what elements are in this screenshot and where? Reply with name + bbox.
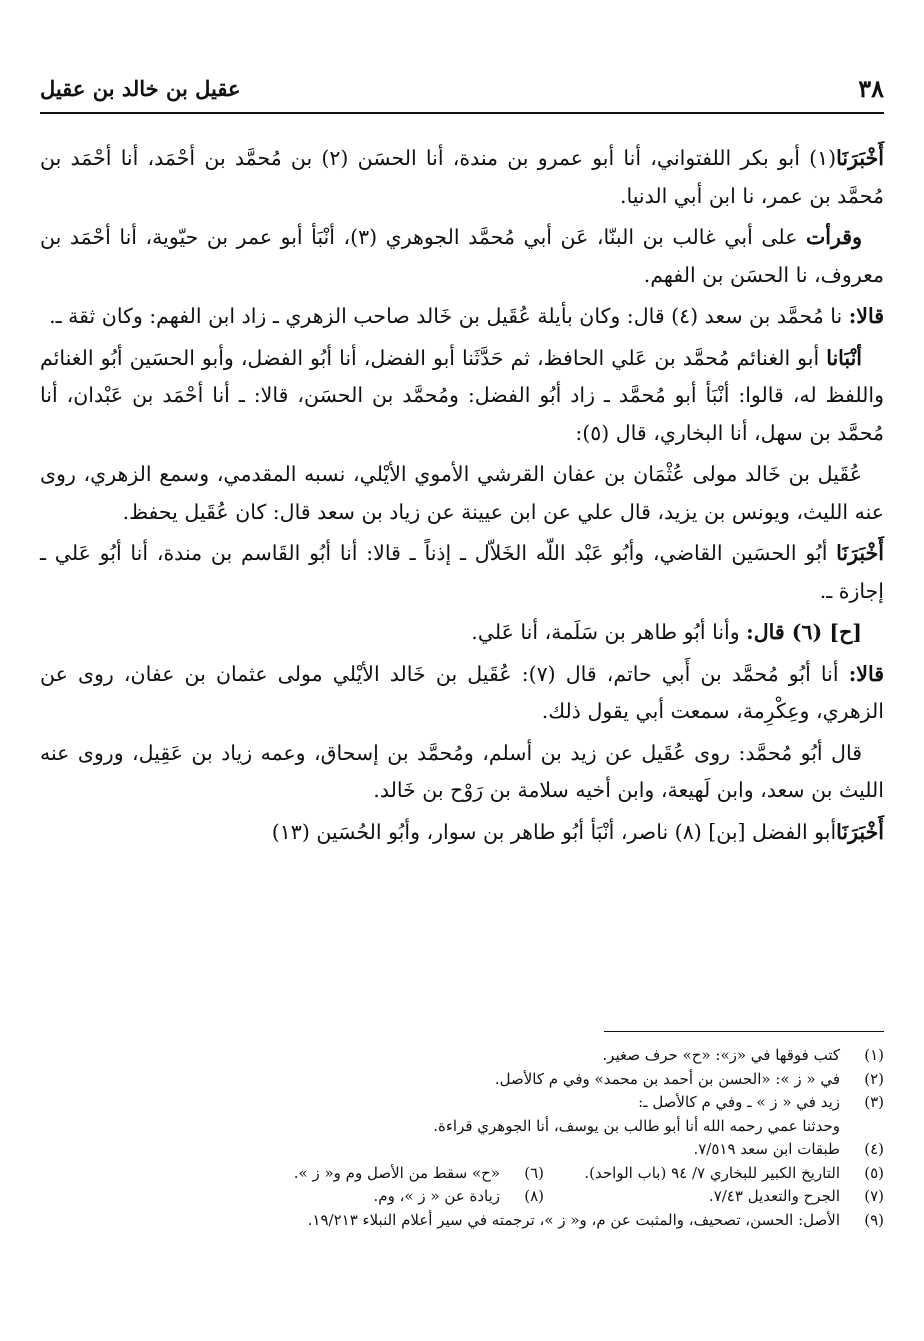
paragraph-4 — [40, 340, 884, 453]
footnote-text: طبقات ابن سعد ٧/٥١٩. — [693, 1140, 840, 1158]
footnote-7 — [544, 1185, 884, 1209]
paragraph-text: وأنا أبُو طاهر بن سَلَمة، أنا عَلي. — [471, 620, 740, 644]
footnote-number: (٧) — [864, 1187, 884, 1205]
keyword: وقرأت — [805, 225, 862, 249]
page-number: ٣٨ — [858, 74, 884, 103]
footnote-number: (٨) — [524, 1187, 544, 1205]
footnote-number: (٤) — [864, 1140, 884, 1158]
footnote-separator — [604, 1031, 884, 1032]
paragraph-8 — [40, 656, 884, 731]
keyword: قالا: — [848, 304, 884, 328]
footnote-number: (٣) — [864, 1093, 884, 1111]
paragraph-5 — [40, 456, 884, 531]
keyword: [ح] (٦) قال: — [746, 620, 862, 644]
main-text — [40, 140, 884, 855]
footnote-text: «ح» سقط من الأصل وم و« ز ». — [293, 1163, 500, 1182]
footnote-3 — [40, 1091, 884, 1115]
paragraph-text: أبو الفضل [بن] (٨) ناصر، أنْبَأ أبُو طاهر بن سوار، وأبُو الحُسَين (١٣) — [271, 819, 837, 844]
footnote-text: زيادة عن « ز »، وم. — [373, 1187, 500, 1205]
footnote-4 — [40, 1138, 884, 1162]
paragraph-9 — [40, 735, 884, 810]
footnote-2 — [40, 1068, 884, 1092]
footnote-text: زيد في « ز » ـ وفي م كالأصل ـ: — [638, 1093, 840, 1111]
paragraph-text: (١) أبو بكر اللفتواني، أنا أبو عمرو بن مندة، أنا الحسَن (٢) بن مُحمَّد بن أحْمَد، أنا أحْمَد بن مُحمَّد بن عمر، نا ابن أبي الدنيا. — [40, 146, 884, 208]
footnote-number: (٦) — [524, 1163, 544, 1182]
footnote-1 — [40, 1044, 884, 1068]
footnote-row — [40, 1162, 884, 1186]
paragraph-2 — [40, 219, 884, 294]
paragraph-text: أبُو الحسَين القاضي، وأبُو عَبْد اللّه الخَلاّل ـ إذناً ـ قالا: أنا أبُو القَاسم بن مندة، أنا أبُو عَلي ـ إجازة ـ. — [40, 541, 884, 603]
paragraph-text: عُقَيل بن خَالد مولى عُثْمَان بن عفان القرشي الأموي الأيْلي، نسبه المقدمي، وسمع الزهري، روى عنه الليث، ويونس بن يزيد، قال علي عن ابن عيينة عن زياد بن سعد قال: كان عُقَيل يحفظ. — [40, 462, 884, 524]
footnote-text: الأصل: الحسن، تصحيف، والمثبت عن م، و« ز »، ترجمته في سير أعلام النبلاء ١٩/٢١٣. — [307, 1210, 840, 1229]
footnote-text: الجرح والتعديل ٧/٤٣. — [708, 1187, 840, 1205]
paragraph-7 — [40, 614, 884, 652]
keyword: قالا: — [848, 661, 884, 686]
paragraph-10 — [40, 814, 884, 852]
keyword: أَخْبَرَنَا — [836, 819, 884, 844]
footnote-text: وحدثنا عمي رحمه الله أنا أبو طالب بن يوسف، أنا الجوهري قراءة. — [433, 1116, 840, 1135]
footnote-number: (١) — [864, 1046, 884, 1064]
footnotes — [40, 1044, 884, 1232]
footnote-9 — [40, 1209, 884, 1233]
footnote-6 — [204, 1162, 544, 1186]
paragraph-6 — [40, 535, 884, 610]
page-header — [40, 72, 884, 114]
keyword: أنْبَانا — [826, 345, 862, 370]
footnote-number: (٩) — [864, 1210, 884, 1229]
footnote-text: كتب فوقها في «ز»: «ح» حرف صغير. — [602, 1046, 840, 1064]
paragraph-text: أنا أبُو مُحمَّد بن أَبي حاتم، قال (٧): عُقَيل بن خَالد الأيْلي مولى عثمان بن عفان، روى عن الزهري، وعِكْرِمة، سمعت أبي يقول ذلك. — [40, 661, 884, 723]
keyword: أَخْبَرَنَا — [836, 146, 884, 170]
paragraph-text: نا مُحمَّد بن سعد (٤) قال: وكان بأيلة عُقَيل بن خَالد صاحب الزهري ـ زاد ابن الفهم: وكان ثقة ـ. — [49, 304, 843, 328]
footnote-8 — [204, 1185, 544, 1209]
footnote-text: في « ز »: «الحسن بن أحمد بن محمد» وفي م كالأصل. — [494, 1069, 840, 1088]
paragraph-text: على أبي غالب بن البنّا، عَن أبي مُحمَّد الجوهري (٣)، أنْبَأ أبو عمر بن حيّوية، أنا أحْمَد بن معروف، نا الحسَن بن الفهم. — [40, 225, 884, 287]
keyword: أَخْبَرَنَا — [836, 541, 884, 565]
footnote-number: (٢) — [864, 1069, 884, 1088]
paragraph-text: قال أبُو مُحمَّد: روى عُقَيل عن زيد بن أسلم، ومُحمَّد بن إسحاق، وعمه زياد بن عَقِيل، وروى عنه الليث بن سعد، وابن لَهيعة، وابن أخيه سلامة بن رَوْح بن خَالد. — [40, 740, 884, 802]
footnote-text: التاريخ الكبير للبخاري ٧/ ٩٤ (باب الواحد). — [584, 1163, 840, 1182]
paragraph-3 — [40, 298, 884, 336]
paragraph-1 — [40, 140, 884, 215]
footnote-3-continuation — [40, 1115, 884, 1139]
running-title: عقيل بن خالد بن عقيل — [40, 76, 241, 101]
footnote-number: (٥) — [864, 1163, 884, 1182]
footnote-row — [40, 1185, 884, 1209]
footnote-5 — [544, 1162, 884, 1186]
paragraph-text: أبو الغنائم مُحمَّد بن عَلي الحافظ، ثم حَدَّثَنا أبو الفضل، أنا أبُو الفضل، وأبو الحسَين أبُو الغنائم واللفظ له، قالوا: أنْبَأ أبو مُحمَّد ـ زاد أبُو الفضل: ومُحمَّد بن الحسَن، قالا: ـ أنا أحْمَد بن عَبْدان، أنا مُحمَّد بن سهل، أنا البخاري، قال (٥): — [40, 345, 884, 445]
